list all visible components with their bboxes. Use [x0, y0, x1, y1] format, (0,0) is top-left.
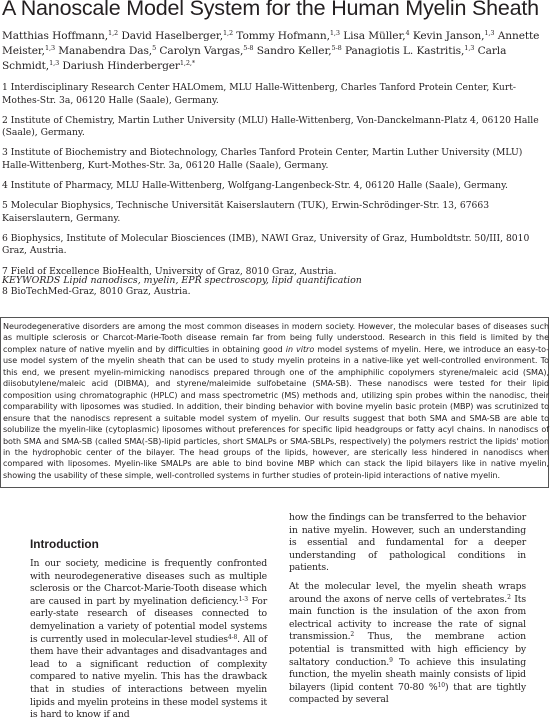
affiliation-item: 5 Molecular Biophysics, Technische Universität Kaiserslautern (TUK), Erwin-Schrödinger-Str. 13, 67663 Kaiserslautern, Germany. [2, 200, 490, 224]
citation-ref: 4-8 [227, 633, 238, 641]
author-name: Sandro Keller, [253, 45, 332, 57]
author-name: Carla Schmidt, [2, 45, 507, 72]
left-column [30, 558, 267, 728]
text-run: ) that are tightly compacted by several [289, 681, 526, 706]
author-affiliation-marker: 5-8 [243, 44, 254, 52]
text-run: . All of them have their advantages and disadvantages and lead to a significant reduction of complexity compared to native myelin. This has the drawback that in studies of interactions between myelin lipids and myelin proteins in these model systems it is hard to know if and [30, 633, 268, 721]
author-affiliation-marker: 1,2 [108, 29, 119, 37]
author-name: Carolyn Vargas, [156, 45, 244, 57]
affiliation-item: 2 Institute of Chemistry, Martin Luther University (MLU) Halle-Wittenberg, Von-Danckelmann-Platz 4, 06120 Halle (Saale), Germany. [2, 114, 539, 139]
abstract-text [3, 321, 549, 481]
author-affiliation-marker: 4 [405, 29, 410, 37]
affiliation-item: 4 Institute of Pharmacy, MLU Halle-Wittenberg, Wolfgang-Langenbeck-Str. 4, 06120 Halle (Saale), Germany. [2, 180, 508, 192]
abstract-part-1: Neurodegenerative disorders are among the most common diseases in modern society. However, the molecular bases of diseases such as multiple sclerosis or Charcot-Marie-Tooth disease remain far from being fully understood. Research in this field is limited by the complex nature of native myelin and by difficulties in obtaining good [3, 322, 549, 354]
affiliation-item: 8 BioTechMed-Graz, 8010 Graz, Austria. [2, 285, 191, 297]
affiliation-item: 6 Biophysics, Institute of Molecular Biosciences (IMB), NAWI Graz, University of Graz, Humboldtstr. 50/III, 8010 Graz, Austria. [2, 232, 530, 257]
citation-ref: 2 [350, 631, 355, 639]
intro-paragraph-1 [30, 558, 267, 722]
affiliation-item: 3 Institute of Biochemistry and Biotechnology, Charles Tanford Protein Center, Martin Luther University (MLU) Halle-Wittenberg, Kurt-Mothes-Str. 3a, 06120 Halle (Saale), Germany. [2, 147, 523, 171]
text-run: In our society, medicine is frequently confronted with neurodegenerative diseases such as multiple sclerosis or the Charcot-Marie-Tooth disease which are caused in part by myelination deficiency. [30, 558, 267, 607]
author-name: Lisa Müller, [339, 30, 406, 42]
abstract-italic: in vitro [285, 344, 315, 354]
author-list [2, 29, 547, 74]
intro-paragraph-2 [289, 581, 526, 707]
citation-ref: 10 [437, 681, 445, 689]
author-affiliation-marker: 1,3 [329, 29, 340, 37]
citation-ref: 1-3 [238, 595, 248, 603]
author-affiliation-marker: 5 [152, 44, 157, 52]
author-name: Annette Meister, [2, 30, 540, 57]
text-run: Its main function is the insulation of the axon from electrical activity to increase the rate of signal transmission. [289, 593, 526, 643]
text-run: For early-state research of diseases connected to demyelination a variety of potential model systems is currently used in molecular-level studies [30, 595, 268, 645]
affiliation-list [2, 82, 547, 306]
author-affiliation-marker: 1,3 [484, 29, 495, 37]
author-name: Manabendra Das, [54, 45, 153, 57]
author-affiliation-marker: 1,3 [464, 44, 475, 52]
affiliation-item: 1 Interdisciplinary Research Center HALOmem, MLU Halle-Wittenberg, Charles Tanford Protein Center, Kurt-Mothes-Str. 3a, 06120 Halle (Saale), Germany. [2, 82, 517, 106]
author-name: Matthias Hoffmann, [2, 30, 109, 42]
intro-paragraph-continued: how the findings can be transferred to the behavior in native myelin. However, such an understanding is essential and fundamental for a deeper understanding of pathological conditions in patients. [289, 512, 526, 574]
author-name: David Haselberger, [118, 30, 223, 42]
author-name: Kevin Janson, [409, 30, 485, 42]
section-heading-introduction: Introduction [30, 537, 99, 551]
text-run: At the molecular level, the myelin sheath wraps around the axons of nerve cells of vertebrates. [289, 580, 526, 605]
citation-ref: 9 [389, 656, 393, 664]
author-affiliation-marker: 5-8 [331, 44, 342, 52]
author-affiliation-marker: 1,3 [44, 44, 55, 52]
right-column [289, 512, 526, 713]
text-run: Thus, the membrane action potential is transmitted with high efficiency by saltatory conduction. [289, 631, 526, 668]
author-affiliation-marker: 1,3 [49, 59, 60, 67]
author-name: Tommy Hofmann, [233, 30, 330, 42]
author-name: Dariush Hinderberger [59, 60, 180, 72]
author-affiliation-marker: 1,2,* [179, 59, 196, 67]
abstract-part-2: model systems of myelin. Here, we introduce an easy-to-use model system of the myelin sheath that can be used to study myelin proteins in a native-like yet well-controlled environment. To this end, we present myelin-mimicking nanodiscs prepared through one of the amphiphilic copolymers styrene/maleic acid (SMA), diisobutylene/maleic acid (DIBMA), and styrene/maleimide sulfobetaine (SMA-SB). These nanodiscs were tested for their lipid composition using chromatographic (HPLC) and mass spectrometric (MS) methods and, utilizing spin probes within the nanodisc, their comparability with liposomes was studied. In addition, their binding behavior with bovine myelin basic protein (MBP) was scrutinized to ensure that the nanodiscs represent a suitable model system of myelin. Our results suggest that both SMA and SMA-SB are able to solubilize the myelin-like (cytoplasmic) liposomes without preferences for specific lipid headgroups or fatty acyl chains. In nanodiscs of both SMA and SMA-SB (called SMA(-SB)-lipid particles, short SMALPs or SMA-SBLPs, respectively) the polymers restrict the lipids' motion in the hydrophobic center of the bilayer. The head groups of the lipids, however, are sterically less hindered in nanodiscs when compared with liposomes. Myelin-like SMALPs are able to bind bovine MBP which can stack the lipid bilayers like in native myelin, showing the usability of these simple, well-controlled systems in further studies of protein-lipid interactions of native myelin. [3, 344, 549, 480]
affiliation-item: 7 Field of Excellence BioHealth, University of Graz, 8010 Graz, Austria. [2, 265, 337, 277]
text-run: To achieve this insulating function, the myelin sheath mainly consists of lipid bilayers (lipid content 70-80 % [289, 656, 526, 693]
keywords-line: KEYWORDS Lipid nanodiscs, myelin, EPR spectroscopy, lipid quantification [2, 275, 362, 286]
paper-title: A Nanoscale Model System for the Human Myelin Sheath [2, 0, 539, 20]
author-affiliation-marker: 1,2 [222, 29, 234, 37]
citation-ref: 2 [507, 593, 511, 601]
author-name: Panagiotis L. Kastritis, [341, 45, 465, 57]
